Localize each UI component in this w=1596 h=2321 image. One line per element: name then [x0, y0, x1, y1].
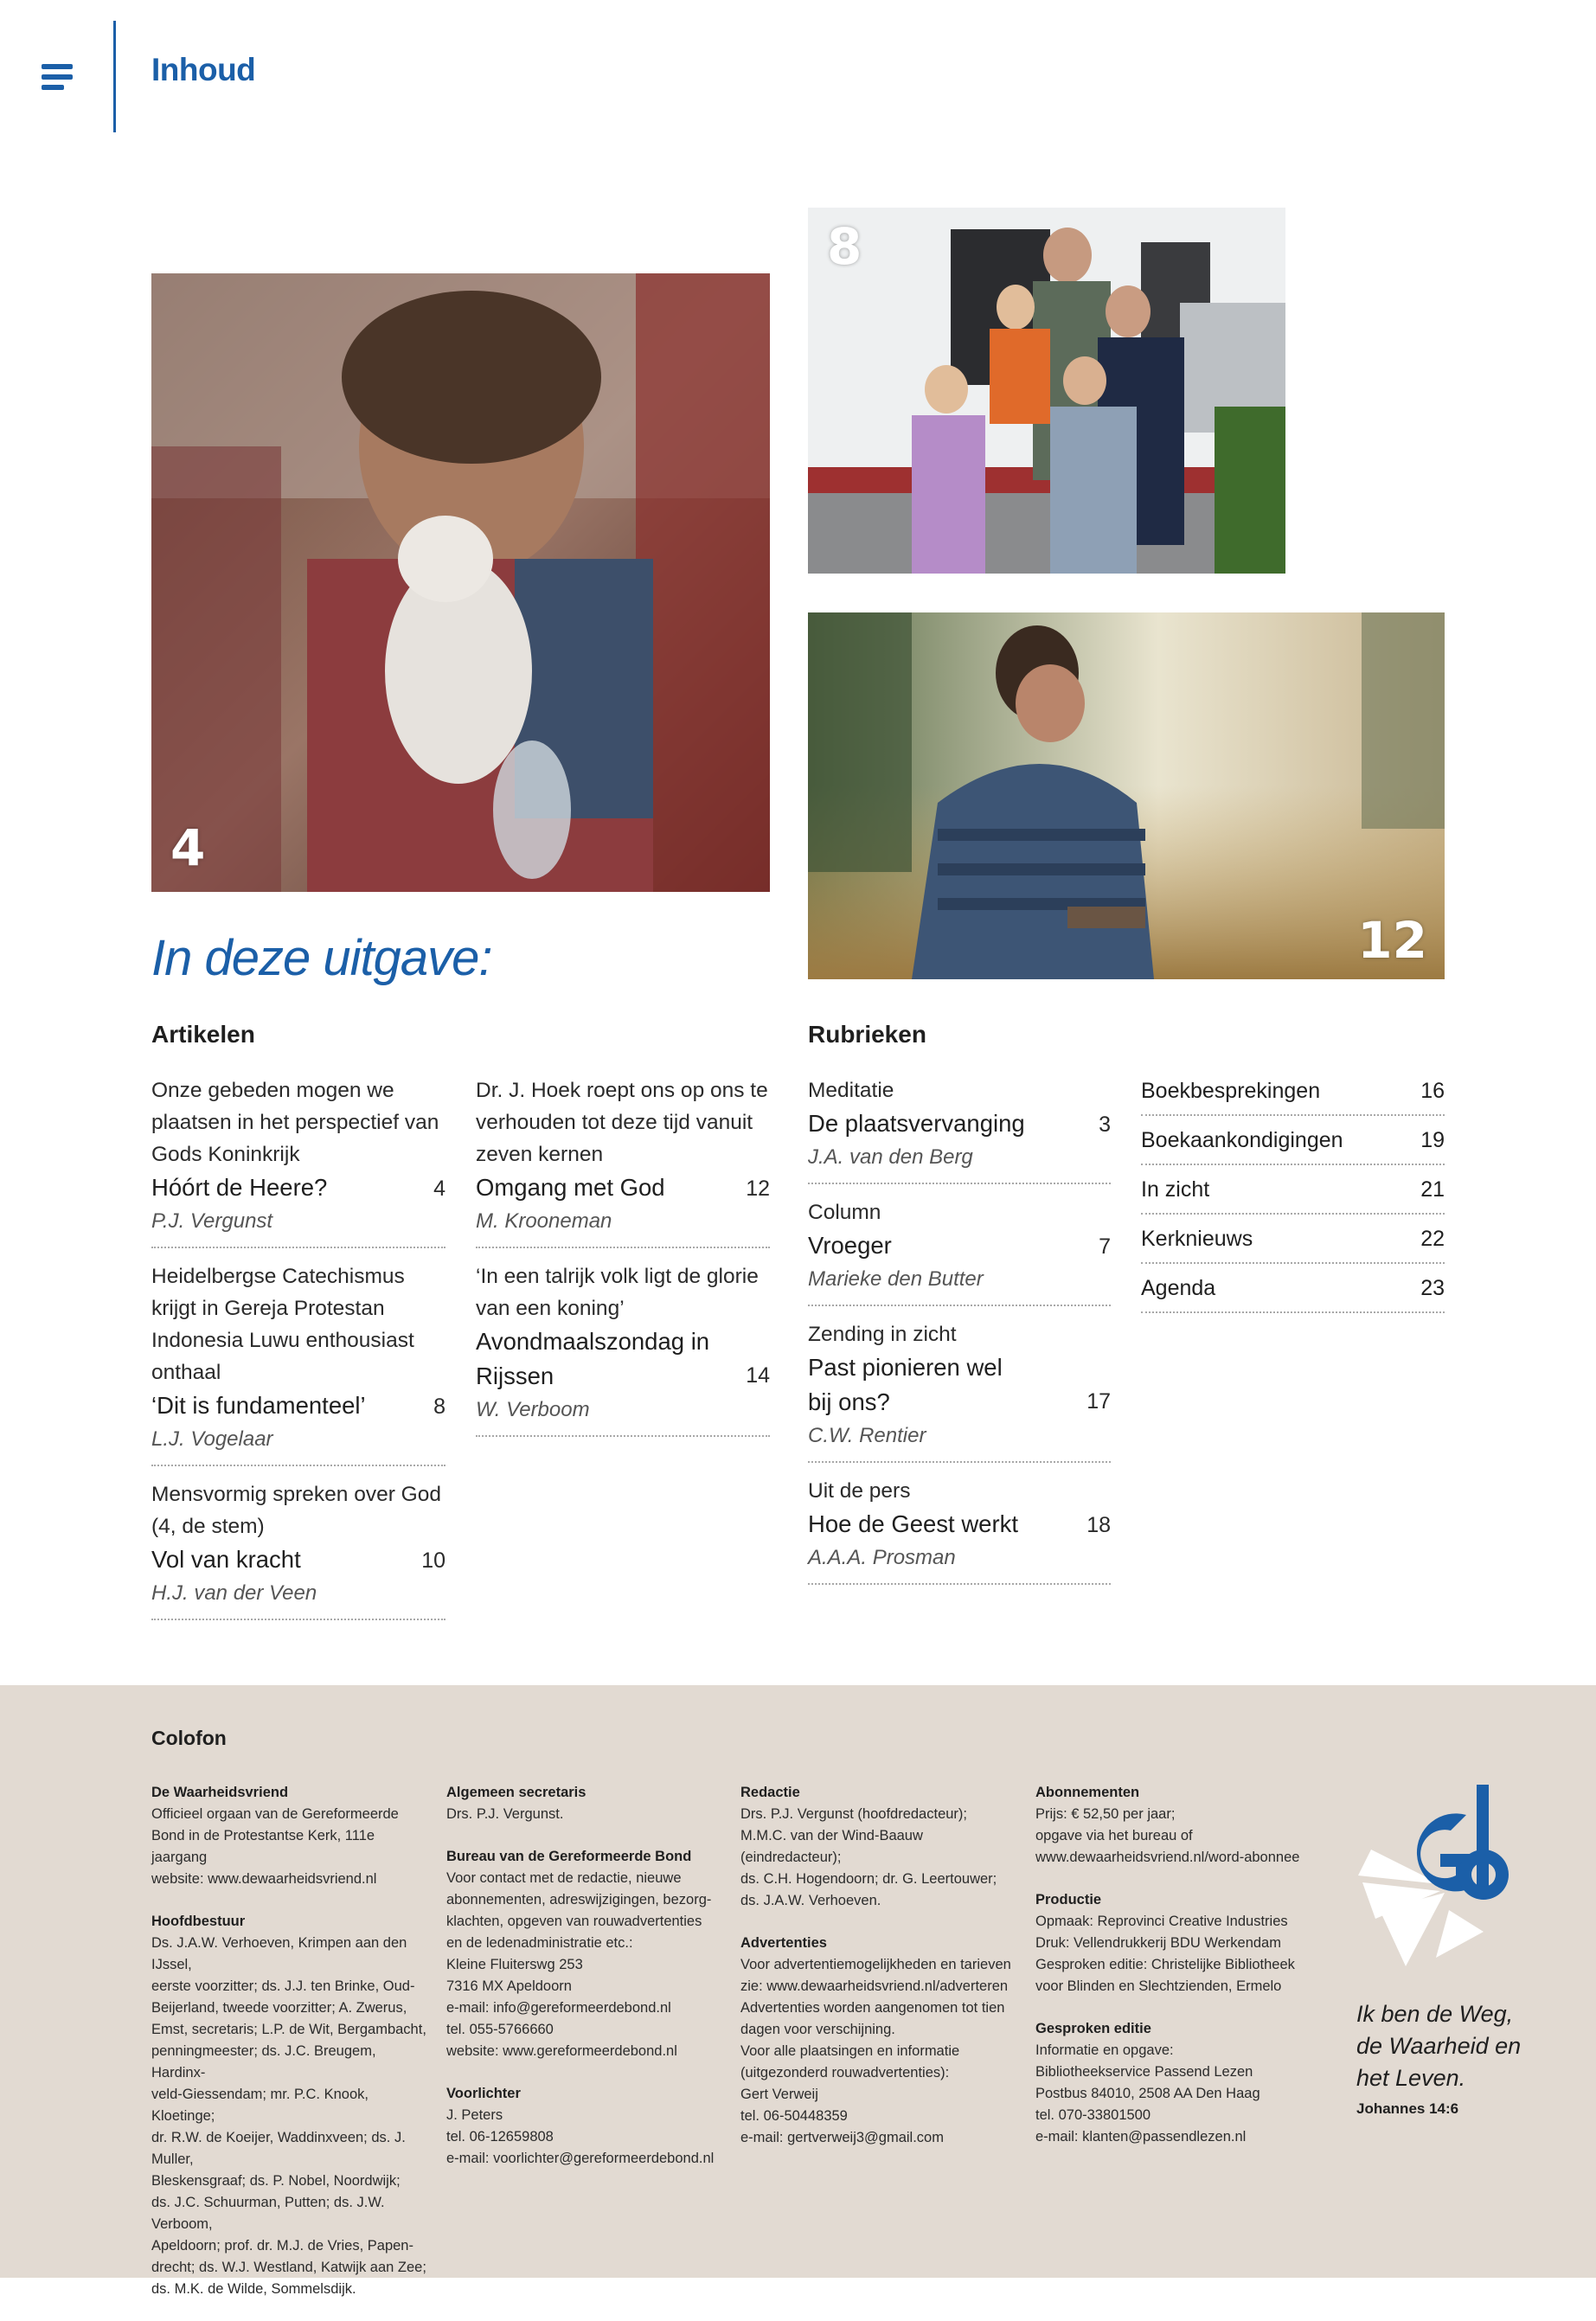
colofon-line: Voor contact met de redactie, nieuwe	[446, 1870, 682, 1886]
colofon-heading: Abonnementen	[1035, 1785, 1140, 1800]
colofon-heading: Redactie	[740, 1785, 800, 1800]
articles-column-2	[476, 1074, 770, 1449]
colofon-line: en de ledenadministratie etc.:	[446, 1935, 633, 1951]
rubriek-row-page: 23	[1420, 1276, 1445, 1300]
colofon-line: tel. 06-12659808	[446, 2129, 554, 2145]
colofon-line[interactable]: e-mail: info@gereformeerdebond.nl	[446, 2000, 671, 2016]
colofon-line: voor Blinden en Slechtzienden, Ermelo	[1035, 1978, 1282, 1994]
rubriek-row-label: Boekbesprekingen	[1141, 1079, 1321, 1103]
colofon-line: Druk: Vellendrukkerij BDU Werkendam	[1035, 1935, 1281, 1951]
rubriek-row[interactable]	[1141, 1128, 1445, 1165]
photo-page-number: 4	[170, 818, 206, 877]
rubriek-entry[interactable]	[808, 1074, 1111, 1184]
colofon-line: drecht; ds. W.J. Westland, Katwijk aan Zee;	[151, 2260, 426, 2275]
rubriek-row-page: 21	[1420, 1177, 1445, 1202]
colofon-line: Gesproken editie: Christelijke Bibliotheek	[1035, 1957, 1295, 1972]
colofon-heading: Advertenties	[740, 1935, 827, 1951]
rubriek-page: 18	[1086, 1513, 1111, 1537]
header-divider	[113, 21, 116, 132]
colofon-line: eerste voorzitter; ds. J.J. ten Brinke, Oud-	[151, 1978, 415, 1994]
rubriek-row[interactable]	[1141, 1227, 1445, 1264]
quote-line: het Leven.	[1356, 2065, 1466, 2091]
colofon-heading: Hoofdbestuur	[151, 1914, 246, 1929]
rubriek-row-page: 16	[1420, 1079, 1445, 1103]
photo-family[interactable]	[808, 208, 1285, 574]
article-intro: Onze gebeden mogen we plaatsen in het perspectief van Gods Koninkrijk	[151, 1079, 439, 1166]
rubriek-row-page: 22	[1420, 1227, 1445, 1251]
colofon-column-4	[1035, 1782, 1312, 2169]
colofon-line[interactable]: www.dewaarheidsvriend.nl/word-abonnee	[1035, 1850, 1300, 1865]
article-author: H.J. van der Veen	[151, 1581, 317, 1605]
article-author: P.J. Vergunst	[151, 1209, 273, 1233]
colofon-line: abonnementen, adreswijzigingen, bezorg-	[446, 1892, 712, 1907]
article-title: Vol van kracht	[151, 1546, 301, 1573]
colofon-column-3	[740, 1782, 1017, 2170]
article-entry[interactable]	[151, 1074, 445, 1248]
colofon-heading: Productie	[1035, 1892, 1102, 1907]
rubriek-label: Meditatie	[808, 1079, 894, 1102]
article-intro: Heidelbergse Catechismus krijgt in Gereja Protestan Indonesia Luwu enthousiast onthaal	[151, 1265, 414, 1384]
rubriek-row-label: Agenda	[1141, 1276, 1216, 1300]
colofon-line: tel. 06-50448359	[740, 2108, 848, 2124]
colofon-heading: De Waarheidsvriend	[151, 1785, 289, 1800]
article-page: 8	[433, 1395, 445, 1419]
photo-child-with-bear[interactable]	[151, 273, 770, 892]
rubrieken-column-1	[808, 1074, 1111, 1597]
colofon-line: opgave via het bureau of	[1035, 1828, 1193, 1843]
colofon-line: Bibliotheekservice Passend Lezen	[1035, 2064, 1253, 2080]
issue-heading: In deze uitgave:	[151, 930, 492, 986]
rubriek-author: Marieke den Butter	[808, 1267, 984, 1291]
colofon-column-1	[151, 1782, 428, 2321]
quote-line: Ik ben de Weg,	[1356, 2001, 1514, 2027]
article-page: 14	[746, 1363, 770, 1388]
colofon-line: Drs. P.J. Vergunst.	[446, 1806, 564, 1822]
colofon-line: Bond in de Protestantse Kerk, 111e jaargang	[151, 1828, 375, 1865]
photo-page-number: 12	[1357, 911, 1427, 970]
rubriek-row-label: In zicht	[1141, 1177, 1210, 1202]
article-title: ‘Dit is fundamenteel’	[151, 1392, 366, 1419]
colofon-line: Gert Verweij	[740, 2087, 818, 2102]
article-author: W. Verboom	[476, 1398, 590, 1421]
colofon-line: Apeldoorn; prof. dr. M.J. de Vries, Papen-	[151, 2238, 413, 2254]
article-title: Hóórt de Heere?	[151, 1174, 328, 1201]
colofon-line: 7316 MX Apeldoorn	[446, 1978, 572, 1994]
articles-column-1	[151, 1074, 445, 1632]
rubriek-row-label: Boekaankondigingen	[1141, 1128, 1343, 1152]
colofon-line: Voor advertentiemogelijkheden en tarieven	[740, 1957, 1011, 1972]
colofon-heading: Voorlichter	[446, 2086, 521, 2101]
menu-icon[interactable]	[42, 64, 73, 90]
colofon-line: ds. J.C. Schuurman, Putten; ds. J.W. Verboom,	[151, 2195, 385, 2232]
articles-heading: Artikelen	[151, 1021, 255, 1048]
colofon-line: penningmeester; ds. J.C. Breugem, Hardinx-	[151, 2043, 376, 2081]
colofon-line: ds. M.K. de Wilde, Sommelsdijk.	[151, 2281, 356, 2297]
scripture-quote	[1356, 1998, 1521, 2094]
photo-man-in-field[interactable]	[808, 612, 1445, 979]
gb-logo-icon	[1354, 1780, 1522, 1971]
rubrieken-heading: Rubrieken	[808, 1021, 926, 1048]
rubriek-author: A.A.A. Prosman	[808, 1546, 956, 1569]
colofon-line: Opmaak: Reprovinci Creative Industries	[1035, 1914, 1288, 1929]
article-title: Avondmaalszondag in Rijssen	[476, 1328, 710, 1389]
rubriek-label: Column	[808, 1201, 881, 1224]
rubriek-page: 3	[1099, 1112, 1111, 1137]
rubriek-author: C.W. Rentier	[808, 1424, 926, 1447]
colofon-heading: Bureau van de Gereformeerde Bond	[446, 1849, 692, 1864]
colofon-column-2	[446, 1782, 723, 2190]
colofon-title: Colofon	[151, 1727, 227, 1749]
quote-line: de Waarheid en	[1356, 2033, 1522, 2059]
article-page: 4	[433, 1177, 445, 1201]
colofon-line: dagen voor verschijning.	[740, 2022, 895, 2037]
page-title: Inhoud	[151, 52, 256, 87]
article-intro: ‘In een talrijk volk ligt de glorie van een koning’	[476, 1265, 759, 1320]
colofon-line: Emst, secretaris; L.P. de Wit, Bergambacht,	[151, 2022, 426, 2037]
colofon-line: ds. C.H. Hogendoorn; dr. G. Leertouwer;	[740, 1871, 997, 1887]
rubriek-row-label: Kerknieuws	[1141, 1227, 1253, 1251]
colofon-line[interactable]: e-mail: voorlichter@gereformeerdebond.nl	[446, 2151, 715, 2166]
rubriek-row[interactable]	[1141, 1177, 1445, 1215]
colofon-heading: Gesproken editie	[1035, 2021, 1151, 2036]
scripture-reference: Johannes 14:6	[1356, 2100, 1459, 2117]
colofon-line[interactable]: e-mail: klanten@passendlezen.nl	[1035, 2129, 1247, 2145]
rubriek-row-page: 19	[1420, 1128, 1445, 1152]
rubriek-entry[interactable]	[808, 1318, 1111, 1463]
colofon-line: dr. R.W. de Koeijer, Waddinxveen; ds. J. Muller,	[151, 2130, 406, 2167]
article-page: 12	[746, 1177, 770, 1201]
article-author: M. Krooneman	[476, 1209, 612, 1233]
colofon-line: J. Peters	[446, 2107, 503, 2123]
colofon-line: (uitgezonderd rouwadvertenties):	[740, 2065, 950, 2081]
colofon-line[interactable]: website: www.gereformeerdebond.nl	[446, 2043, 677, 2059]
article-author: L.J. Vogelaar	[151, 1427, 273, 1451]
colofon-line: Officieel orgaan van de Gereformeerde	[151, 1806, 399, 1822]
colofon-line: ds. J.A.W. Verhoeven.	[740, 1893, 881, 1908]
article-title: Omgang met God	[476, 1174, 665, 1201]
colofon-line: klachten, opgeven van rouwadvertenties	[446, 1914, 702, 1929]
colofon-line[interactable]: zie: www.dewaarheidsvriend.nl/adverteren	[740, 1978, 1009, 1994]
colofon-line: tel. 070-33801500	[1035, 2107, 1151, 2123]
colofon-line: Informatie en opgave:	[1035, 2042, 1174, 2058]
article-entry[interactable]	[151, 1478, 445, 1620]
rubriek-row[interactable]	[1141, 1276, 1445, 1313]
rubriek-page: 7	[1099, 1234, 1111, 1259]
rubriek-label: Zending in zicht	[808, 1323, 957, 1346]
colofon-line: M.M.C. van der Wind-Baauw (eindredacteur);	[740, 1828, 923, 1865]
rubriek-entry[interactable]	[808, 1475, 1111, 1585]
rubriek-title: Hoe de Geest werkt	[808, 1510, 1019, 1537]
rubriek-title: Vroeger	[808, 1232, 892, 1259]
article-entry[interactable]	[151, 1260, 445, 1466]
rubriek-label: Uit de pers	[808, 1479, 911, 1503]
article-page: 10	[421, 1548, 445, 1573]
rubriek-row[interactable]	[1141, 1079, 1445, 1116]
colofon-line: Prijs: € 52,50 per jaar;	[1035, 1806, 1176, 1822]
colofon-line: Kleine Fluiterswg 253	[446, 1957, 583, 1972]
rubrieken-column-2	[1141, 1079, 1445, 1325]
article-intro: Dr. J. Hoek roept ons op ons te verhouden tot deze tijd vanuit zeven kernen	[476, 1079, 768, 1166]
colofon-line: Voor alle plaatsingen en informatie	[740, 2043, 960, 2059]
rubriek-title: Past pionieren wel bij ons?	[808, 1354, 1003, 1415]
colofon-line[interactable]: e-mail: gertverweij3@gmail.com	[740, 2130, 944, 2145]
colofon-line: Advertenties worden aangenomen tot tien	[740, 2000, 1005, 2016]
rubriek-author: J.A. van den Berg	[808, 1145, 973, 1169]
colofon-line: Drs. P.J. Vergunst (hoofdredacteur);	[740, 1806, 967, 1822]
article-entry[interactable]	[476, 1260, 770, 1437]
colofon-line: Ds. J.A.W. Verhoeven, Krimpen aan den IJssel,	[151, 1935, 407, 1972]
rubriek-page: 17	[1086, 1389, 1111, 1414]
colofon-line: Bleskensgraaf; ds. P. Nobel, Noordwijk;	[151, 2173, 401, 2189]
colofon-line: Postbus 84010, 2508 AA Den Haag	[1035, 2086, 1260, 2101]
colofon-line: Beijerland, tweede voorzitter; A. Zwerus,	[151, 2000, 407, 2016]
colofon-heading: Algemeen secretaris	[446, 1785, 586, 1800]
colofon-line: website: www.dewaarheidsvriend.nl	[151, 1871, 377, 1887]
rubriek-entry[interactable]	[808, 1196, 1111, 1306]
colofon-line: veld-Giessendam; mr. P.C. Knook, Kloetinge;	[151, 2087, 369, 2124]
article-intro: Mensvormig spreken over God (4, de stem)	[151, 1483, 441, 1538]
article-entry[interactable]	[476, 1074, 770, 1248]
photo-page-number: 8	[827, 217, 862, 276]
rubriek-title: De plaatsvervanging	[808, 1110, 1025, 1137]
colofon-line: tel. 055-5766660	[446, 2022, 554, 2037]
